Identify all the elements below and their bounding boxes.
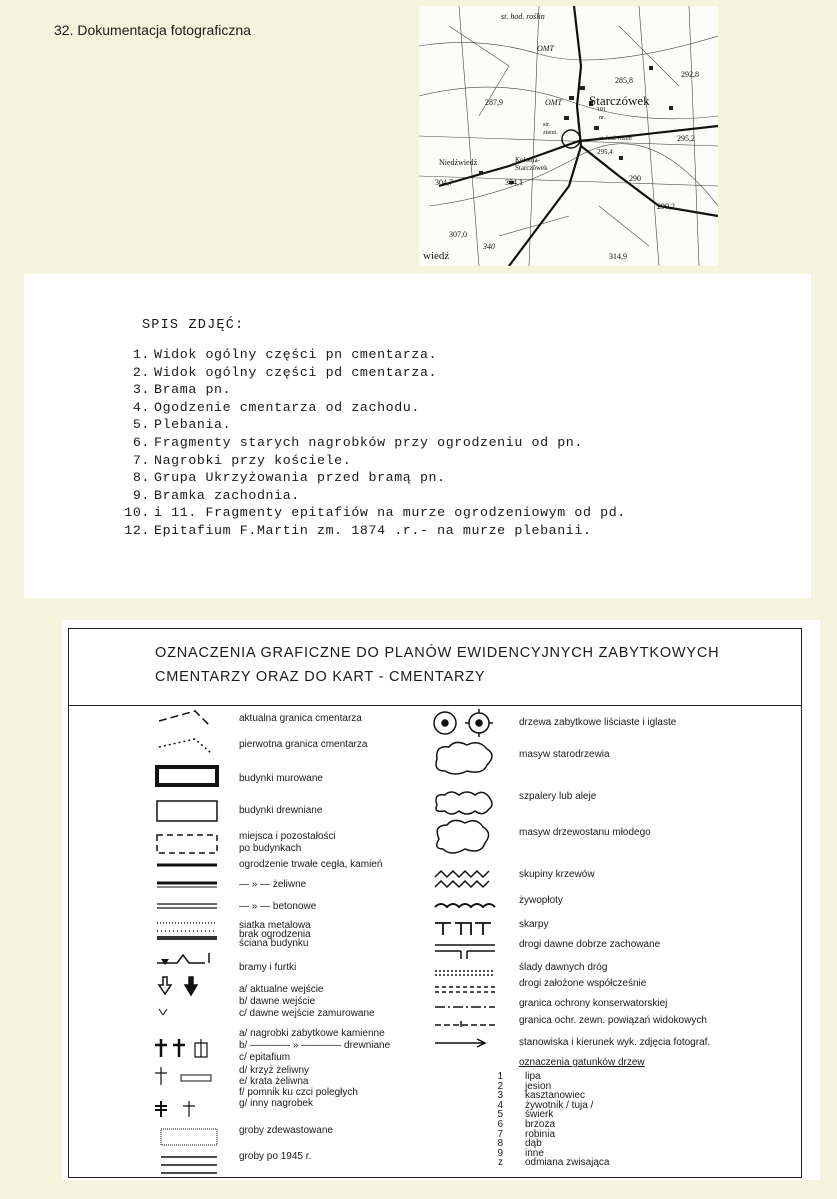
legend-frame <box>68 628 802 1178</box>
legend-card <box>62 620 820 1180</box>
legend-nagrobki-b: b/ ———— » ———— drewniane <box>239 1040 391 1051</box>
photo-list-item <box>104 346 626 364</box>
photo-list-text: Plebania. <box>154 417 232 433</box>
legend-aktualna-granica: aktualna granica cmentarza <box>239 713 362 724</box>
photo-list-item <box>104 364 626 382</box>
species-name: inne <box>525 1147 544 1159</box>
species-item <box>473 1157 610 1168</box>
legend-granica-ochrony: granica ochrony konserwatorskiej <box>519 998 668 1009</box>
legend-masyw-mlody: masyw drzewostanu młodego <box>519 827 651 838</box>
photo-list <box>104 346 626 540</box>
map-label: OMT <box>545 98 562 107</box>
legend-szpalery: szpalery lub aleje <box>519 791 597 802</box>
photo-list-number: 7. <box>132 452 150 468</box>
species-name: jesion <box>525 1080 552 1092</box>
species-name: żywotnik / tuja / <box>525 1099 594 1111</box>
photo-list-number: 5. <box>132 417 150 433</box>
photo-list-number: 9. <box>132 487 150 503</box>
photo-list-number: 1. <box>132 347 150 362</box>
map-label: 292,8 <box>681 70 699 79</box>
legend-sciana-budynku: ściana budynku <box>239 938 309 949</box>
legend-drzewa: drzewa zabytkowe liściaste i iglaste <box>519 717 677 728</box>
map-label: ziemi. <box>543 130 558 136</box>
map-label: 307,0 <box>449 230 467 239</box>
legend-title-line1: OZNACZENIA GRAFICZNE DO PLANÓW EWIDENCYJNYCH ZABYTKOWYCH <box>155 645 720 661</box>
photo-list-item <box>104 452 626 470</box>
photo-list-text: Ogodzenie cmentarza od zachodu. <box>154 399 420 415</box>
photo-list-item <box>104 522 626 540</box>
species-name: brzoza <box>525 1119 556 1130</box>
legend-groby-1945: groby po 1945 r. <box>239 1151 312 1162</box>
map-label: 304,1 <box>505 178 523 187</box>
legend-right-symbols <box>431 709 501 1049</box>
species-number: z <box>498 1157 503 1169</box>
map-label: str. <box>543 122 551 128</box>
map-label: 287,9 <box>485 98 503 107</box>
legend-nagrobki-f: f/ pomnik ku czci poległych <box>239 1087 358 1098</box>
map-drawing <box>419 6 718 266</box>
legend-nagrobki-e: e/ krata żeliwna <box>239 1076 309 1087</box>
species-name: odmiana zwisająca <box>525 1157 610 1169</box>
legend-budynki-murowane: budynki murowane <box>239 773 323 784</box>
legend-pierwotna-granica: pierwotna granica cmentarza <box>239 739 368 750</box>
legend-drogi-dobre: drogi dawne dobrze zachowane <box>519 939 661 950</box>
map-label: 101 <box>597 107 606 113</box>
photo-list-text: Bramka zachodnia. <box>154 487 300 503</box>
photo-list-text: Epitafium F.Martin zm. 1874 .r.- na murze plebanii. <box>154 522 592 538</box>
photo-list-item <box>104 399 626 417</box>
photo-list-item <box>104 469 626 487</box>
photo-list-text: Brama pn. <box>154 382 232 398</box>
legend-krzewy: skupiny krzewów <box>519 869 595 880</box>
photo-list-item <box>104 416 626 434</box>
map-label: Kolonia- <box>515 156 540 164</box>
map-label: 285,8 <box>615 76 633 85</box>
photo-list-item <box>104 504 626 522</box>
legend-slady-drog: ślady dawnych dróg <box>519 962 608 973</box>
map-label: 340 <box>483 242 495 251</box>
photo-list-card <box>24 274 811 598</box>
legend-brak-ogrodzenia: brak ogrodzenia <box>239 929 311 940</box>
photo-list-text: i 11. Fragmenty epitafiów na murze ogrodzeniowym od pd. <box>154 505 626 521</box>
photo-list-number: 10. <box>124 505 150 521</box>
legend-nagrobki-c: c/ epitafium <box>239 1052 291 1063</box>
legend-miejsca-2: po budynkach <box>239 843 302 854</box>
legend-nagrobki-d: d/ krzyż żeliwny <box>239 1065 310 1076</box>
map-label: st. hod. roślin <box>599 136 632 142</box>
species-number: 4 <box>497 1099 503 1111</box>
legend-drogi-wspolczesne: drogi założone współcześnie <box>519 978 647 989</box>
species-number: 1 <box>497 1071 503 1082</box>
species-number: 3 <box>497 1090 503 1102</box>
photo-list-text: Fragmenty starych nagrobków przy ogrodzeniu od pn. <box>154 434 583 450</box>
legend-stanowiska: stanowiska i kierunek wyk. zdjęcia fotograf. <box>519 1037 711 1048</box>
species-number: 2 <box>497 1080 503 1092</box>
legend-left-symbols <box>155 709 221 1179</box>
legend-nagrobki-g: g/ inny nagrobek <box>239 1098 313 1109</box>
legend-nagrobki-a: a/ nagrobki zabytkowe kamienne <box>239 1028 385 1039</box>
map-label: Starczówek <box>515 164 548 172</box>
map-label: 290,2 <box>657 202 675 211</box>
photo-list-text: Widok ogólny części pd cmentarza. <box>154 364 438 380</box>
photo-list-number: 3. <box>132 382 150 398</box>
legend-bramy: bramy i furtki <box>239 962 297 973</box>
topographic-map <box>419 6 718 266</box>
legend-masyw-starodrzewia: masyw starodrzewia <box>519 749 610 760</box>
species-name: lipa <box>525 1071 541 1082</box>
map-label: 304,7 <box>435 178 453 187</box>
legend-zywoploty: żywopłoty <box>519 895 563 906</box>
map-label: 314,9 <box>609 252 627 261</box>
map-label: 295,4 <box>597 148 613 156</box>
photo-list-text: Grupa Ukrzyżowania przed bramą pn. <box>154 470 446 486</box>
map-label: wiedź <box>423 250 450 262</box>
map-label: OMT <box>537 44 554 53</box>
photo-list-number: 2. <box>132 364 150 380</box>
species-number: 8 <box>497 1138 503 1150</box>
photo-list-title: SPIS ZDJĘĆ: <box>142 318 245 333</box>
species-number: 7 <box>497 1128 503 1140</box>
legend-budynki-drewniane: budynki drewniane <box>239 805 323 816</box>
species-name: dąb <box>525 1138 542 1150</box>
species-name: robinia <box>525 1128 556 1140</box>
legend-wejscie-a: a/ aktualne wejście <box>239 984 324 995</box>
legend-wejscie-c: c/ dawne wejście zamurowane <box>239 1008 375 1019</box>
species-number: 5 <box>497 1109 503 1121</box>
legend-title-line2: CMENTARZY ORAZ DO KART - CMENTARZY <box>155 669 486 685</box>
legend-wejscie-b: b/ dawne wejście <box>239 996 316 1007</box>
photo-list-number: 6. <box>132 434 150 450</box>
species-name: świerk <box>525 1109 554 1121</box>
map-label: Starczówek <box>589 93 650 108</box>
map-label: Niedźwiedź <box>439 158 478 167</box>
species-title: oznaczenia gatunków drzew <box>519 1057 645 1068</box>
legend-ogrodzenie-trwale: ogrodzenie trwałe cegła, kamień <box>239 859 383 870</box>
legend-groby-zdewastowane: groby zdewastowane <box>239 1125 333 1136</box>
photo-list-text: Widok ogólny części pn cmentarza. <box>154 347 438 362</box>
photo-list-item <box>104 487 626 505</box>
photo-list-number: 8. <box>132 470 150 486</box>
legend-ogrodzenie-betonowe: — » — betonowe <box>239 901 317 912</box>
map-label: 290 <box>629 174 641 183</box>
map-label: st. hod. roślin <box>501 12 545 21</box>
photo-list-item <box>104 434 626 452</box>
photo-list-number: 4. <box>132 399 150 415</box>
photo-list-item <box>104 381 626 399</box>
page-title: 32. Dokumentacja fotograficzna <box>54 22 251 38</box>
legend-ogrodzenie-zeliwne: — » — żeliwne <box>239 879 307 890</box>
photo-list-text: Nagrobki przy kościele. <box>154 452 352 468</box>
map-label: nr. <box>599 115 606 121</box>
photo-list-number: 12. <box>124 522 150 538</box>
species-number: 6 <box>497 1119 503 1130</box>
legend-header <box>69 629 801 706</box>
legend-miejsca: miejsca i pozostałości <box>239 831 336 842</box>
legend-granica-zewn: granica ochr. zewn. powiązań widokowych <box>519 1015 707 1026</box>
legend-skarpy: skarpy <box>519 919 549 930</box>
species-name: kasztanowiec <box>525 1090 586 1102</box>
map-label: 295,2 <box>677 134 695 143</box>
legend-siatka: siatka metalowa <box>239 920 311 931</box>
species-number: 9 <box>497 1147 503 1159</box>
